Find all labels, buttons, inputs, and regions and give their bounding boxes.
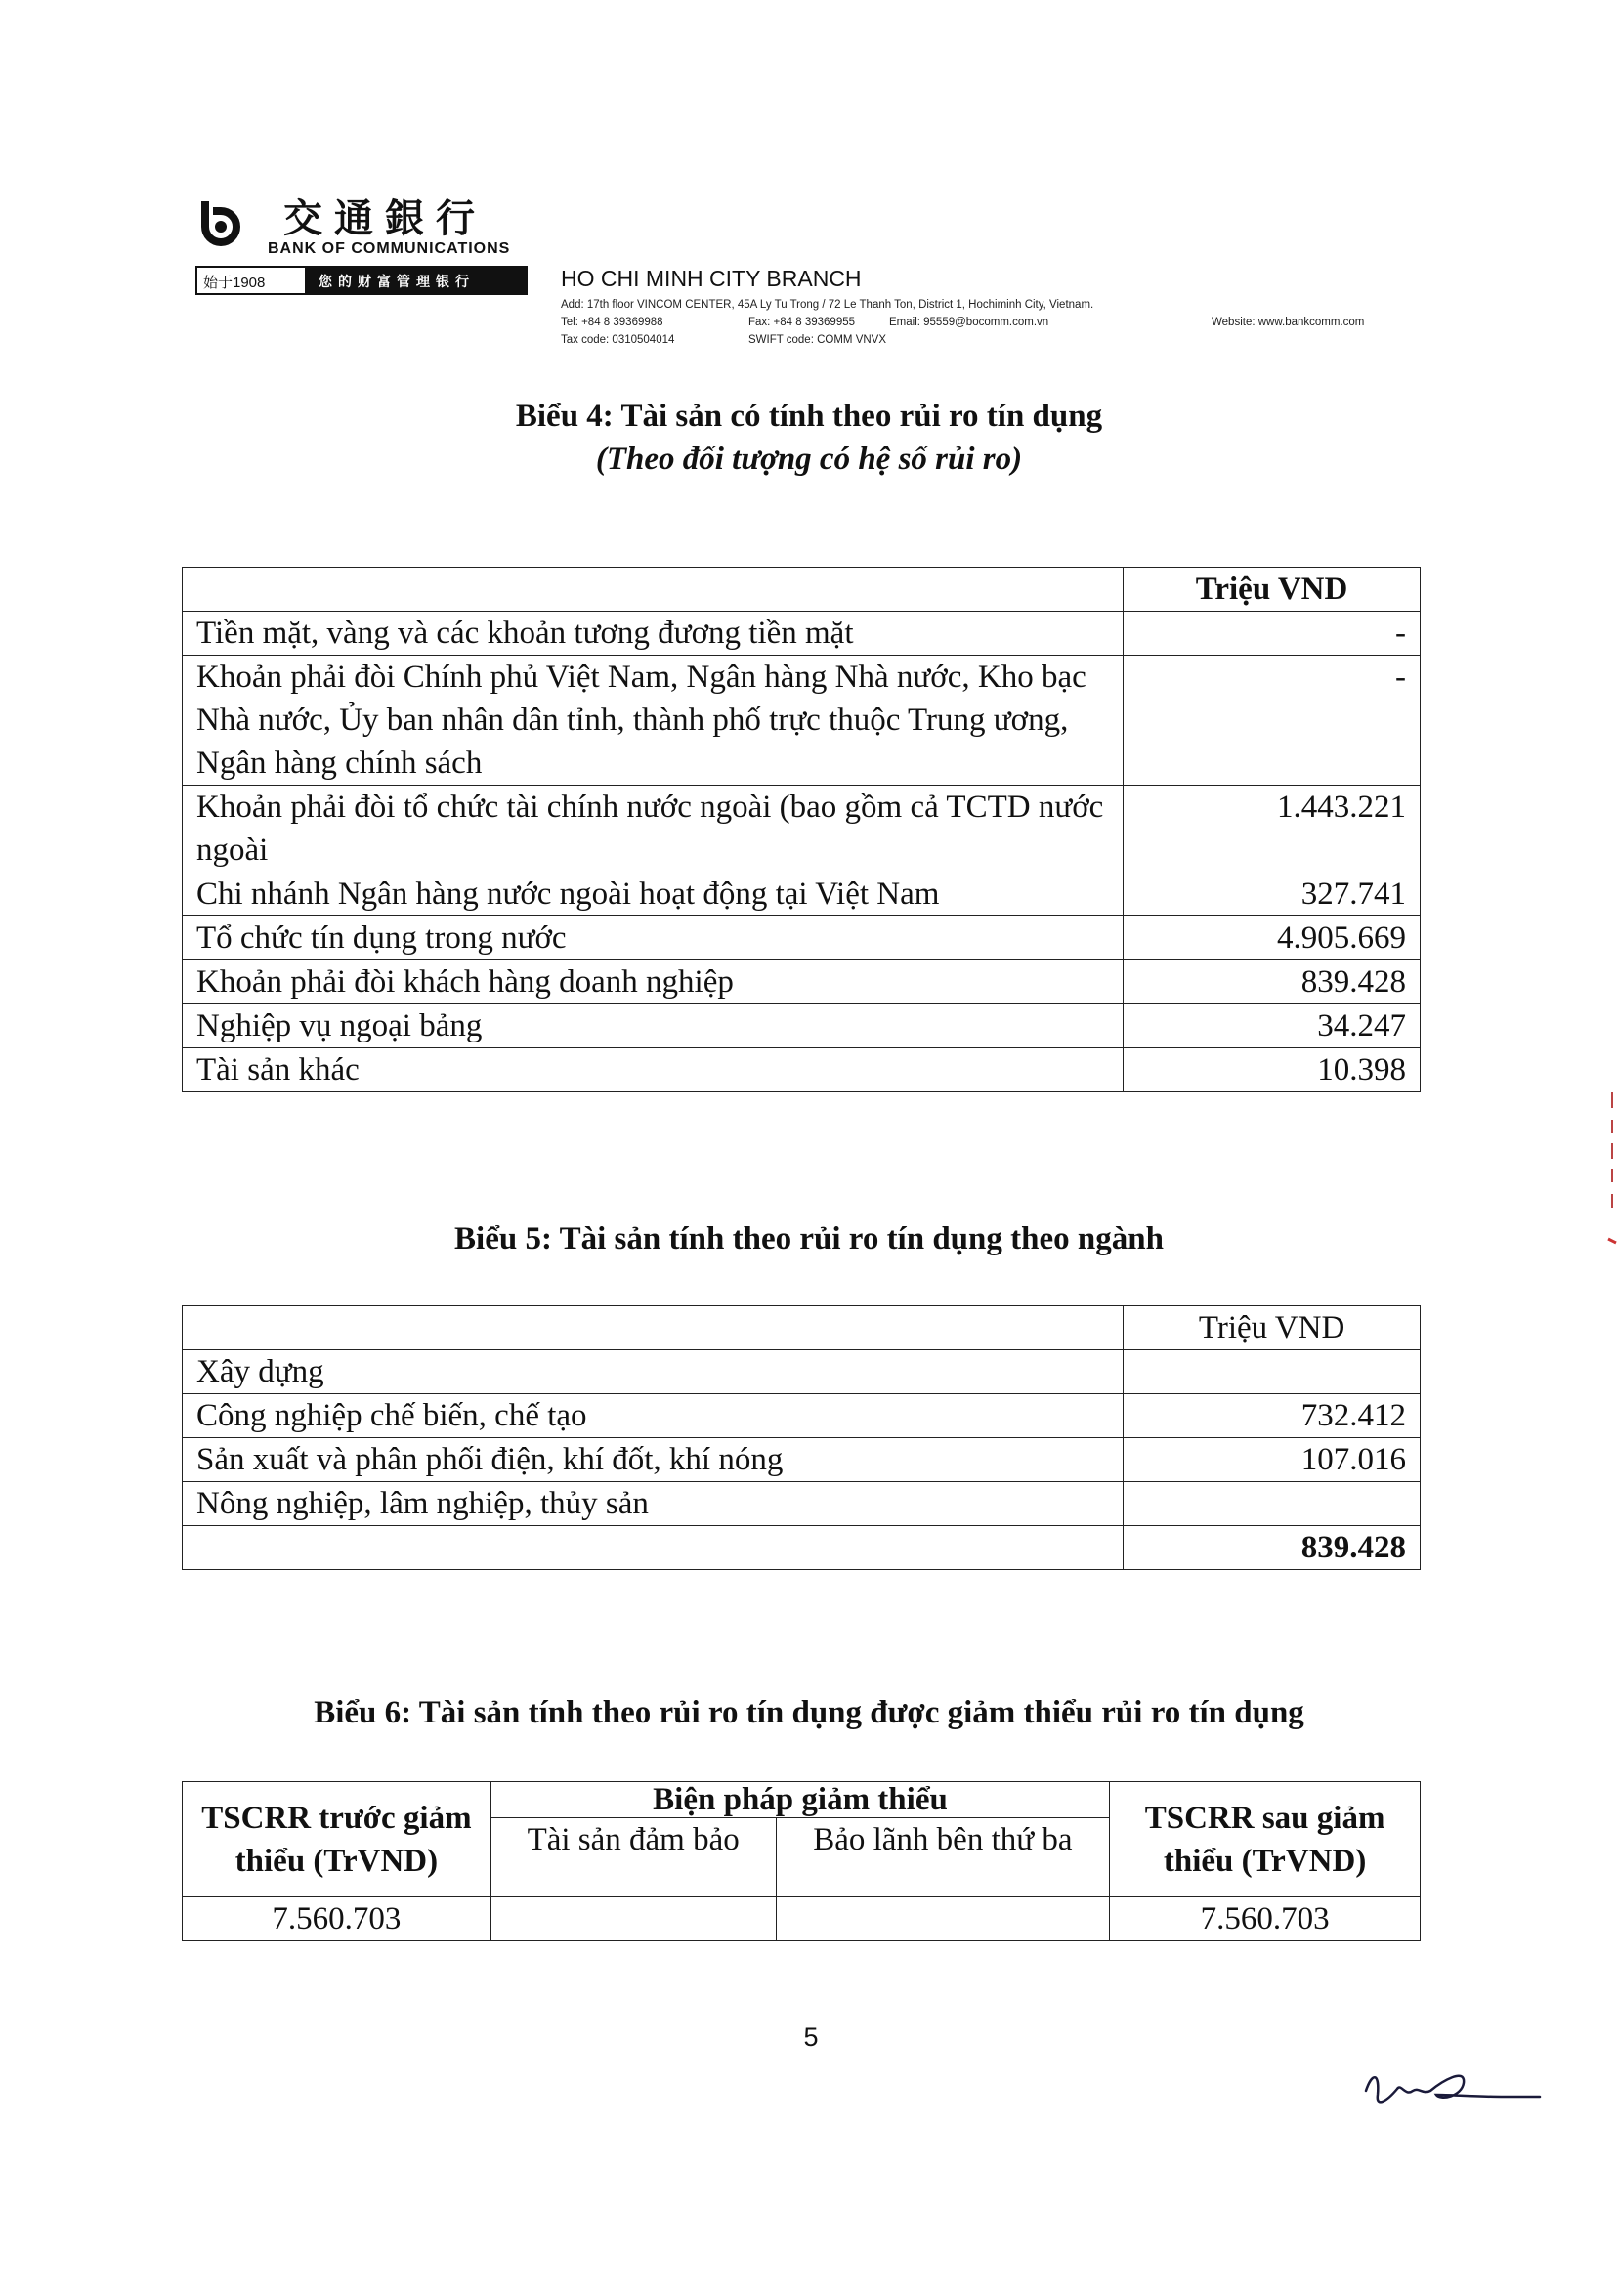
row-value: 107.016	[1124, 1438, 1421, 1482]
branch-website: Website: www.bankcomm.com	[1212, 317, 1365, 328]
handwritten-signature	[1358, 2062, 1544, 2120]
table-row	[183, 656, 1421, 786]
row-value	[1124, 1350, 1421, 1394]
row-value: 1.443.221	[1124, 786, 1421, 872]
table-row	[183, 960, 1421, 1004]
table4-title: Biểu 4: Tài sản có tính theo rủi ro tín dụng	[515, 399, 1103, 434]
table4-risk-weighted-assets	[182, 567, 1421, 1092]
row-value: 732.412	[1124, 1394, 1421, 1438]
table-unit-header: Triệu VND	[1124, 1306, 1421, 1350]
row-value	[1124, 1482, 1421, 1526]
table-row	[183, 1482, 1421, 1526]
logo-english-name: BANK OF COMMUNICATIONS	[268, 240, 511, 257]
slogan-banner	[195, 266, 528, 295]
row-value: 10.398	[1124, 1048, 1421, 1092]
row-value: 327.741	[1124, 872, 1421, 916]
branch-name: HO CHI MINH CITY BRANCH	[561, 266, 862, 291]
header-before-mitigation: TSCRR trước giảm thiểu (TrVND)	[183, 1782, 491, 1897]
table-row	[183, 786, 1421, 872]
branch-email: Email: 95559@bocomm.com.vn	[889, 317, 1049, 328]
table6-title: Biểu 6: Tài sản tính theo rủi ro tín dụng được giảm thiểu rủi ro tín dụng	[314, 1695, 1304, 1730]
row-label: Chi nhánh Ngân hàng nước ngoài hoạt động tại Việt Nam	[183, 872, 1124, 916]
row-label: Tài sản khác	[183, 1048, 1124, 1092]
row-value: -	[1124, 612, 1421, 656]
row-label: Nông nghiệp, lâm nghiệp, thủy sản	[183, 1482, 1124, 1526]
table-header-blank	[183, 568, 1124, 612]
logo-chinese-name: 交通銀行	[283, 195, 487, 241]
table-row	[183, 1048, 1421, 1092]
header-collateral: Tài sản đảm bảo	[490, 1818, 776, 1897]
table-row	[183, 1004, 1421, 1048]
value-before-mitigation: 7.560.703	[183, 1897, 491, 1941]
row-value: 839.428	[1124, 960, 1421, 1004]
table-row	[183, 1897, 1421, 1941]
table-row	[183, 1394, 1421, 1438]
table-row	[183, 916, 1421, 960]
branch-address: Add: 17th floor VINCOM CENTER, 45A Ly Tu Trong / 72 Le Thanh Ton, District 1, Hochiminh City, Vietnam.	[561, 299, 1094, 311]
header-after-mitigation: TSCRR sau giảm thiểu (TrVND)	[1110, 1782, 1421, 1897]
total-label-blank	[183, 1526, 1124, 1570]
row-label: Khoản phải đòi tổ chức tài chính nước ngoài (bao gồm cả TCTD nước ngoài	[183, 786, 1124, 872]
branch-fax: Fax: +84 8 39369955	[748, 317, 856, 328]
table-row	[183, 1350, 1421, 1394]
table-unit-header: Triệu VND	[1124, 568, 1421, 612]
slogan-since: 始于1908	[203, 275, 266, 291]
table-header-row	[183, 568, 1421, 612]
header-mitigation-measures: Biện pháp giảm thiểu	[490, 1782, 1109, 1818]
table-row	[183, 1438, 1421, 1482]
value-after-mitigation: 7.560.703	[1110, 1897, 1421, 1941]
table6-mitigation	[182, 1781, 1421, 1941]
row-label: Công nghiệp chế biến, chế tạo	[183, 1394, 1124, 1438]
bank-logo-icon	[192, 193, 248, 246]
table-row	[183, 612, 1421, 656]
page-number: 5	[803, 2022, 819, 2052]
row-value: 4.905.669	[1124, 916, 1421, 960]
row-label: Nghiệp vụ ngoại bảng	[183, 1004, 1124, 1048]
table-row	[183, 872, 1421, 916]
table-header-row	[183, 1782, 1421, 1818]
row-label: Tổ chức tín dụng trong nước	[183, 916, 1124, 960]
row-label: Khoản phải đòi khách hàng doanh nghiệp	[183, 960, 1124, 1004]
row-label: Sản xuất và phân phối điện, khí đốt, khí nóng	[183, 1438, 1124, 1482]
margin-binding-marks	[1604, 977, 1618, 1270]
branch-swift-code: SWIFT code: COMM VNVX	[748, 334, 887, 346]
header-third-party-guarantee: Bảo lãnh bên thứ ba	[776, 1818, 1110, 1897]
branch-tax-code: Tax code: 0310504014	[561, 334, 675, 346]
table-total-row	[183, 1526, 1421, 1570]
row-value: -	[1124, 656, 1421, 786]
slogan-text: 您的财富管理银行	[305, 268, 526, 293]
row-value: 34.247	[1124, 1004, 1421, 1048]
row-label: Tiền mặt, vàng và các khoản tương đương tiền mặt	[183, 612, 1124, 656]
branch-telephone: Tel: +84 8 39369988	[561, 317, 663, 328]
table4-subtitle: (Theo đối tượng có hệ số rủi ro)	[595, 442, 1023, 477]
value-collateral	[490, 1897, 776, 1941]
row-label: Khoản phải đòi Chính phủ Việt Nam, Ngân hàng Nhà nước, Kho bạc Nhà nước, Ủy ban nhân dân tỉnh, thành phố trực thuộc Trung ương, Ngân hàng chính sách	[183, 656, 1124, 786]
table5-by-sector	[182, 1305, 1421, 1570]
table5-title: Biểu 5: Tài sản tính theo rủi ro tín dụng theo ngành	[454, 1221, 1164, 1256]
total-value: 839.428	[1124, 1526, 1421, 1570]
table-header-blank	[183, 1306, 1124, 1350]
value-third-party-guarantee	[776, 1897, 1110, 1941]
row-label: Xây dựng	[183, 1350, 1124, 1394]
table-header-row	[183, 1306, 1421, 1350]
